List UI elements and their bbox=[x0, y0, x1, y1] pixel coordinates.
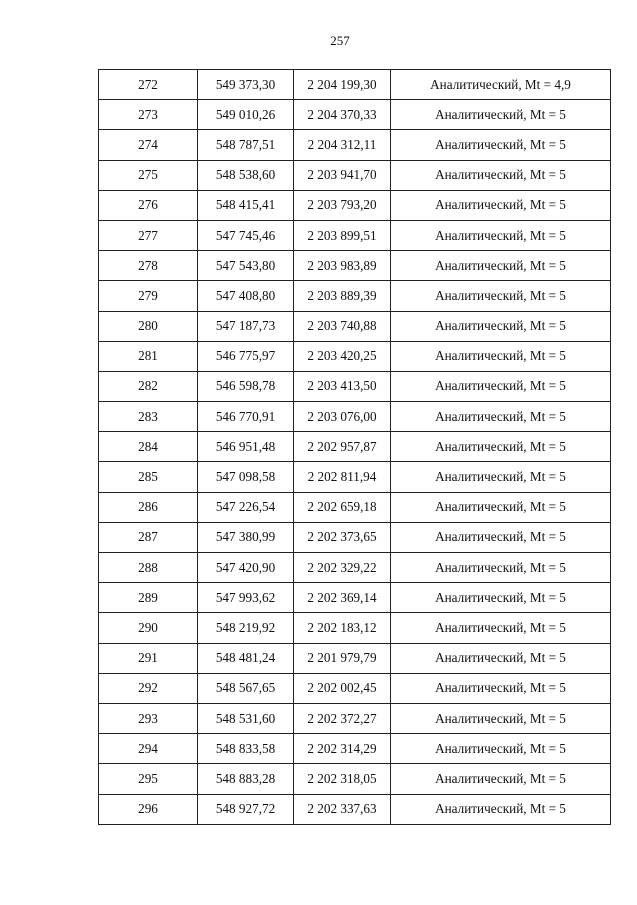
point-number-cell: 294 bbox=[99, 734, 198, 764]
table-row bbox=[99, 371, 611, 401]
x-coordinate-cell: 547 380,99 bbox=[198, 522, 294, 552]
method-cell: Аналитический, Mt = 5 bbox=[391, 281, 611, 311]
x-coordinate-cell: 546 770,91 bbox=[198, 402, 294, 432]
table-row bbox=[99, 251, 611, 281]
method-cell: Аналитический, Mt = 4,9 bbox=[391, 70, 611, 100]
x-coordinate-cell: 547 993,62 bbox=[198, 583, 294, 613]
x-coordinate-cell: 548 481,24 bbox=[198, 643, 294, 673]
point-number-cell: 284 bbox=[99, 432, 198, 462]
point-number-cell: 289 bbox=[99, 583, 198, 613]
y-coordinate-cell: 2 202 183,12 bbox=[294, 613, 391, 643]
point-number-cell: 287 bbox=[99, 522, 198, 552]
table-row bbox=[99, 583, 611, 613]
point-number-cell: 275 bbox=[99, 160, 198, 190]
y-coordinate-cell: 2 202 337,63 bbox=[294, 794, 391, 824]
method-cell: Аналитический, Mt = 5 bbox=[391, 190, 611, 220]
method-cell: Аналитический, Mt = 5 bbox=[391, 402, 611, 432]
x-coordinate-cell: 548 538,60 bbox=[198, 160, 294, 190]
y-coordinate-cell: 2 202 318,05 bbox=[294, 764, 391, 794]
x-coordinate-cell: 546 598,78 bbox=[198, 371, 294, 401]
x-coordinate-cell: 547 098,58 bbox=[198, 462, 294, 492]
method-cell: Аналитический, Mt = 5 bbox=[391, 583, 611, 613]
y-coordinate-cell: 2 204 312,11 bbox=[294, 130, 391, 160]
x-coordinate-cell: 547 226,54 bbox=[198, 492, 294, 522]
point-number-cell: 272 bbox=[99, 70, 198, 100]
point-number-cell: 291 bbox=[99, 643, 198, 673]
point-number-cell: 277 bbox=[99, 220, 198, 250]
table-row bbox=[99, 553, 611, 583]
y-coordinate-cell: 2 204 199,30 bbox=[294, 70, 391, 100]
point-number-cell: 279 bbox=[99, 281, 198, 311]
x-coordinate-cell: 549 010,26 bbox=[198, 100, 294, 130]
coordinates-table-container bbox=[98, 69, 611, 825]
y-coordinate-cell: 2 202 957,87 bbox=[294, 432, 391, 462]
y-coordinate-cell: 2 202 369,14 bbox=[294, 583, 391, 613]
table-row bbox=[99, 794, 611, 824]
method-cell: Аналитический, Mt = 5 bbox=[391, 613, 611, 643]
x-coordinate-cell: 548 787,51 bbox=[198, 130, 294, 160]
table-row bbox=[99, 190, 611, 220]
point-number-cell: 282 bbox=[99, 371, 198, 401]
table-row bbox=[99, 281, 611, 311]
method-cell: Аналитический, Mt = 5 bbox=[391, 220, 611, 250]
method-cell: Аналитический, Mt = 5 bbox=[391, 764, 611, 794]
point-number-cell: 285 bbox=[99, 462, 198, 492]
method-cell: Аналитический, Mt = 5 bbox=[391, 522, 611, 552]
x-coordinate-cell: 548 883,28 bbox=[198, 764, 294, 794]
point-number-cell: 290 bbox=[99, 613, 198, 643]
point-number-cell: 293 bbox=[99, 703, 198, 733]
table-row bbox=[99, 432, 611, 462]
table-row bbox=[99, 100, 611, 130]
table-row bbox=[99, 673, 611, 703]
table-row bbox=[99, 402, 611, 432]
x-coordinate-cell: 546 951,48 bbox=[198, 432, 294, 462]
x-coordinate-cell: 547 420,90 bbox=[198, 553, 294, 583]
y-coordinate-cell: 2 202 373,65 bbox=[294, 522, 391, 552]
table-row bbox=[99, 522, 611, 552]
y-coordinate-cell: 2 203 413,50 bbox=[294, 371, 391, 401]
method-cell: Аналитический, Mt = 5 bbox=[391, 553, 611, 583]
table-row bbox=[99, 70, 611, 100]
method-cell: Аналитический, Mt = 5 bbox=[391, 371, 611, 401]
point-number-cell: 295 bbox=[99, 764, 198, 794]
method-cell: Аналитический, Mt = 5 bbox=[391, 734, 611, 764]
x-coordinate-cell: 548 415,41 bbox=[198, 190, 294, 220]
x-coordinate-cell: 548 833,58 bbox=[198, 734, 294, 764]
table-row bbox=[99, 492, 611, 522]
table-row bbox=[99, 160, 611, 190]
method-cell: Аналитический, Mt = 5 bbox=[391, 703, 611, 733]
table-row bbox=[99, 311, 611, 341]
table-row bbox=[99, 462, 611, 492]
point-number-cell: 276 bbox=[99, 190, 198, 220]
y-coordinate-cell: 2 203 076,00 bbox=[294, 402, 391, 432]
page-number: 257 bbox=[330, 33, 350, 48]
point-number-cell: 288 bbox=[99, 553, 198, 583]
method-cell: Аналитический, Mt = 5 bbox=[391, 432, 611, 462]
y-coordinate-cell: 2 203 941,70 bbox=[294, 160, 391, 190]
x-coordinate-cell: 547 187,73 bbox=[198, 311, 294, 341]
point-number-cell: 273 bbox=[99, 100, 198, 130]
table-row bbox=[99, 220, 611, 250]
method-cell: Аналитический, Mt = 5 bbox=[391, 160, 611, 190]
table-row bbox=[99, 643, 611, 673]
table-row bbox=[99, 734, 611, 764]
y-coordinate-cell: 2 202 329,22 bbox=[294, 553, 391, 583]
method-cell: Аналитический, Mt = 5 bbox=[391, 462, 611, 492]
y-coordinate-cell: 2 202 659,18 bbox=[294, 492, 391, 522]
x-coordinate-cell: 548 927,72 bbox=[198, 794, 294, 824]
method-cell: Аналитический, Mt = 5 bbox=[391, 341, 611, 371]
y-coordinate-cell: 2 203 983,89 bbox=[294, 251, 391, 281]
y-coordinate-cell: 2 203 899,51 bbox=[294, 220, 391, 250]
point-number-cell: 286 bbox=[99, 492, 198, 522]
point-number-cell: 283 bbox=[99, 402, 198, 432]
y-coordinate-cell: 2 202 811,94 bbox=[294, 462, 391, 492]
point-number-cell: 281 bbox=[99, 341, 198, 371]
y-coordinate-cell: 2 203 740,88 bbox=[294, 311, 391, 341]
y-coordinate-cell: 2 201 979,79 bbox=[294, 643, 391, 673]
table-row bbox=[99, 764, 611, 794]
coordinates-table bbox=[98, 69, 611, 825]
point-number-cell: 274 bbox=[99, 130, 198, 160]
x-coordinate-cell: 547 745,46 bbox=[198, 220, 294, 250]
x-coordinate-cell: 546 775,97 bbox=[198, 341, 294, 371]
y-coordinate-cell: 2 203 793,20 bbox=[294, 190, 391, 220]
table-body bbox=[99, 70, 611, 825]
point-number-cell: 278 bbox=[99, 251, 198, 281]
point-number-cell: 280 bbox=[99, 311, 198, 341]
y-coordinate-cell: 2 202 372,27 bbox=[294, 703, 391, 733]
method-cell: Аналитический, Mt = 5 bbox=[391, 130, 611, 160]
y-coordinate-cell: 2 203 420,25 bbox=[294, 341, 391, 371]
x-coordinate-cell: 548 531,60 bbox=[198, 703, 294, 733]
method-cell: Аналитический, Mt = 5 bbox=[391, 100, 611, 130]
y-coordinate-cell: 2 203 889,39 bbox=[294, 281, 391, 311]
point-number-cell: 296 bbox=[99, 794, 198, 824]
table-row bbox=[99, 130, 611, 160]
y-coordinate-cell: 2 202 314,29 bbox=[294, 734, 391, 764]
method-cell: Аналитический, Mt = 5 bbox=[391, 251, 611, 281]
point-number-cell: 292 bbox=[99, 673, 198, 703]
method-cell: Аналитический, Mt = 5 bbox=[391, 311, 611, 341]
method-cell: Аналитический, Mt = 5 bbox=[391, 673, 611, 703]
table-row bbox=[99, 703, 611, 733]
method-cell: Аналитический, Mt = 5 bbox=[391, 794, 611, 824]
method-cell: Аналитический, Mt = 5 bbox=[391, 643, 611, 673]
y-coordinate-cell: 2 204 370,33 bbox=[294, 100, 391, 130]
method-cell: Аналитический, Mt = 5 bbox=[391, 492, 611, 522]
x-coordinate-cell: 548 567,65 bbox=[198, 673, 294, 703]
x-coordinate-cell: 548 219,92 bbox=[198, 613, 294, 643]
table-row bbox=[99, 613, 611, 643]
x-coordinate-cell: 547 408,80 bbox=[198, 281, 294, 311]
x-coordinate-cell: 547 543,80 bbox=[198, 251, 294, 281]
table-row bbox=[99, 341, 611, 371]
x-coordinate-cell: 549 373,30 bbox=[198, 70, 294, 100]
y-coordinate-cell: 2 202 002,45 bbox=[294, 673, 391, 703]
